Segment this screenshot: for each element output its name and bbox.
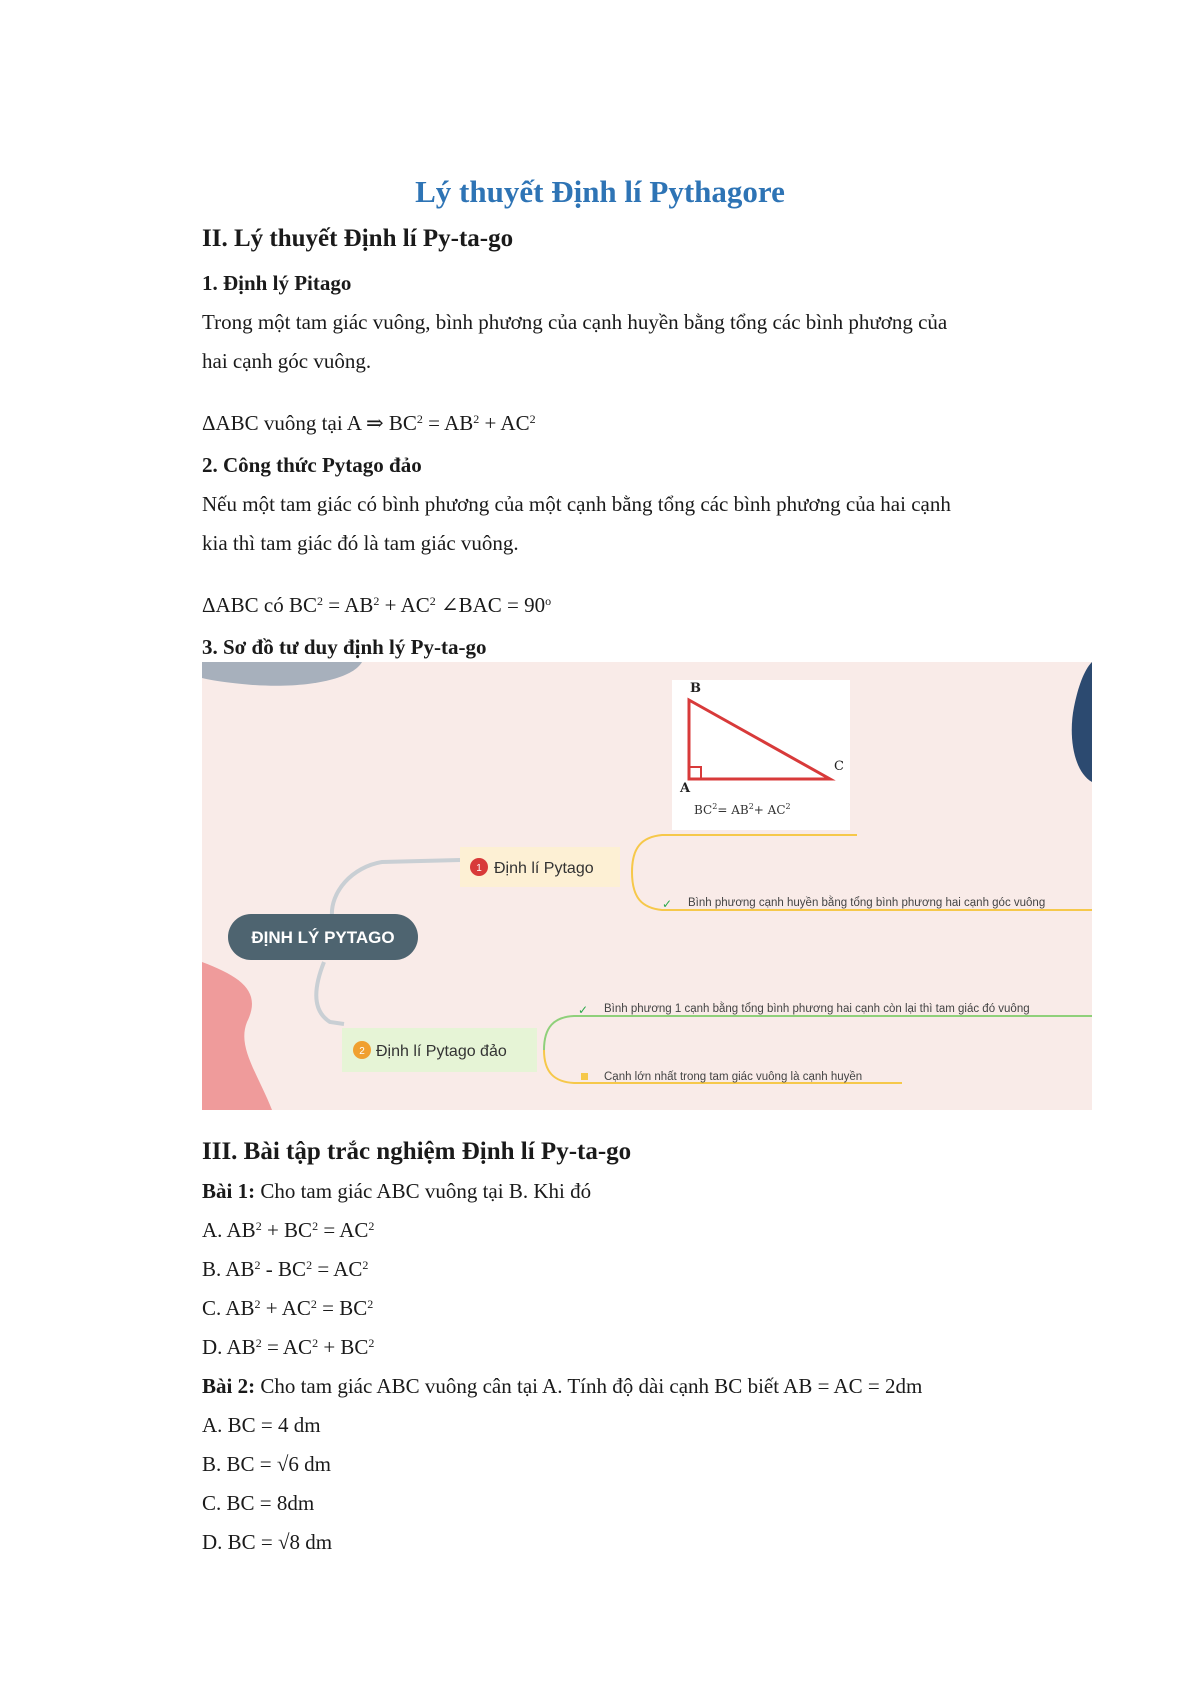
decor-shape-right	[1072, 662, 1092, 782]
branch1-leaf-text: Bình phương cạnh huyền bằng tổng bình phương hai cạnh góc vuông	[688, 897, 1046, 909]
mindmap-image	[202, 662, 1092, 1110]
center-node-label: ĐỊNH LÝ PYTAGO	[251, 928, 395, 947]
converse-text-line-2: kia thì tam giác đó là tam giác vuông.	[202, 531, 519, 555]
check-icon: ✓	[578, 1003, 589, 1017]
question-1-option-c: C. $AB^2 + AC^2 = BC^2$	[202, 1296, 374, 1320]
vertex-c-label: C	[834, 759, 844, 774]
heading-mindmap: 3. Sơ đồ tư duy định lý Py-ta-go	[202, 635, 487, 659]
branch2-label: Định lí Pytago đảo	[376, 1043, 507, 1060]
question-2-option-a: A. BC = 4 dm	[202, 1413, 321, 1437]
section-heading-theory: II. Lý thuyết Định lí Py-ta-go	[202, 225, 514, 252]
converse-text-line-1: Nếu một tam giác có bình phương của một cạnh bằng tổng các bình phương của hai cạnh	[202, 492, 951, 516]
connector-branch2-leaf1	[544, 1016, 1092, 1050]
question-2-option-d: D. BC = √8 dm	[202, 1530, 333, 1554]
question-1-option-a: A. $AB^2 + BC^2 = AC^2$	[202, 1218, 375, 1242]
decor-shape-top-left	[202, 662, 362, 686]
branch2-leaf2-text: Cạnh lớn nhất trong tam giác vuông là cạnh huyền	[604, 1071, 863, 1083]
question-2: Bài 2: Cho tam giác ABC vuông cân tại A. Tính độ dài cạnh BC biết AB = AC = 2dm	[202, 1374, 923, 1398]
section-heading-exercises: III. Bài tập trắc nghiệm Định lí Py-ta-go	[202, 1138, 632, 1165]
formula-converse: ΔABC có $BC^2 = AB^2 + AC^2$ ∠BAC = $90^o$	[202, 593, 552, 617]
question-1-option-b: B. $AB^2 - BC^2 = AC^2$	[202, 1257, 369, 1281]
connector-center-branch2	[316, 962, 344, 1024]
branch2-leaf1-text: Bình phương 1 cạnh bằng tổng bình phương hai cạnh còn lại thì tam giác đó vuông	[604, 1003, 1030, 1015]
branch1-label: Định lí Pytago	[494, 860, 594, 877]
connector-branch1-card	[632, 835, 857, 872]
page-title: Lý thuyết Định lí Pythagore	[415, 174, 785, 209]
connector-center-branch1	[332, 860, 460, 917]
vertex-a-label: A	[680, 781, 691, 796]
branch1-number: 1	[476, 863, 482, 874]
triangle-formula: $BC^2= AB^2+ AC^2$	[694, 802, 791, 817]
theorem-text-line-2: hai cạnh góc vuông.	[202, 349, 372, 373]
theorem-text-line-1: Trong một tam giác vuông, bình phương của cạnh huyền bằng tổng các bình phương của	[202, 310, 948, 334]
question-2-option-c: C. BC = 8dm	[202, 1491, 315, 1515]
heading-converse-theorem: 2. Công thức Pytago đảo	[202, 453, 422, 477]
question-2-option-b: B. BC = √6 dm	[202, 1452, 331, 1476]
heading-pythagoras-theorem: 1. Định lý Pitago	[202, 271, 352, 295]
decor-shape-bottom-left	[202, 962, 272, 1110]
vertex-b-label: B	[690, 681, 701, 696]
bullet-square-icon	[581, 1073, 588, 1080]
branch2-number: 2	[359, 1046, 365, 1057]
question-1: Bài 1: Cho tam giác ABC vuông tại B. Khi đó	[202, 1179, 592, 1203]
check-icon: ✓	[662, 897, 673, 911]
formula-pythagoras: ΔABC vuông tại A ⇒ $BC^2 = AB^2 + AC^2$	[202, 411, 536, 435]
question-1-option-d: D. $AB^2 = AC^2 + BC^2$	[202, 1335, 375, 1359]
